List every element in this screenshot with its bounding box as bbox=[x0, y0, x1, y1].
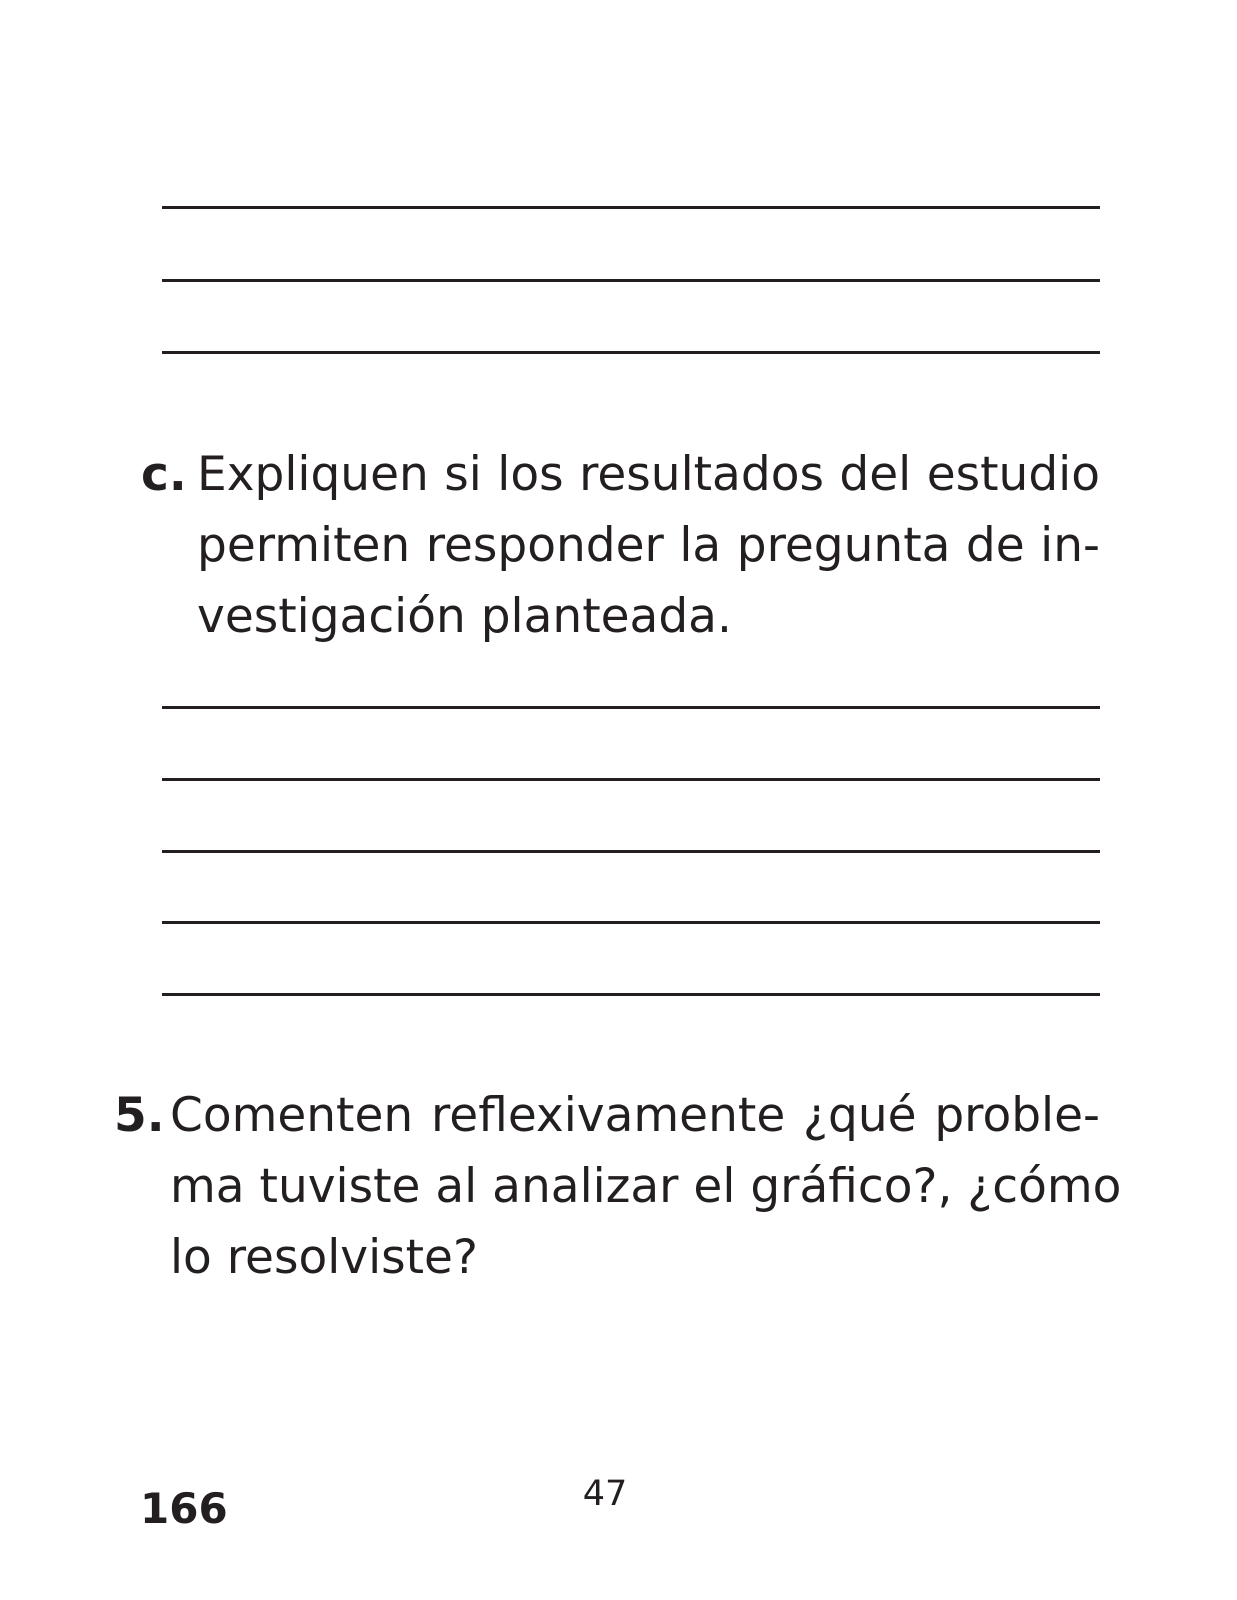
answer-line[interactable] bbox=[162, 351, 1100, 354]
page-number-bold: 166 bbox=[140, 1484, 228, 1533]
question-5-marker: 5. bbox=[114, 1088, 165, 1143]
question-c-line: permiten responder la pregunta de in- bbox=[197, 518, 1100, 573]
page-number-center: 47 bbox=[582, 1474, 628, 1514]
question-c-marker: c. bbox=[141, 447, 187, 502]
answer-line[interactable] bbox=[162, 706, 1100, 709]
question-5-line: ma tuviste al analizar el gráfico?, ¿cómo bbox=[170, 1159, 1122, 1214]
question-5-line: Comenten reflexivamente ¿qué proble- bbox=[170, 1088, 1100, 1143]
question-c-line: vestigación planteada. bbox=[197, 589, 732, 644]
answer-line[interactable] bbox=[162, 850, 1100, 853]
answer-line[interactable] bbox=[162, 206, 1100, 209]
question-c bbox=[141, 439, 1100, 652]
question-5 bbox=[114, 1080, 1122, 1293]
question-c-line: Expliquen si los resultados del estudio bbox=[197, 447, 1100, 502]
answer-line[interactable] bbox=[162, 993, 1100, 996]
answer-line[interactable] bbox=[162, 279, 1100, 282]
answer-line[interactable] bbox=[162, 921, 1100, 924]
question-5-line: lo resolviste? bbox=[170, 1230, 478, 1285]
answer-line[interactable] bbox=[162, 778, 1100, 781]
